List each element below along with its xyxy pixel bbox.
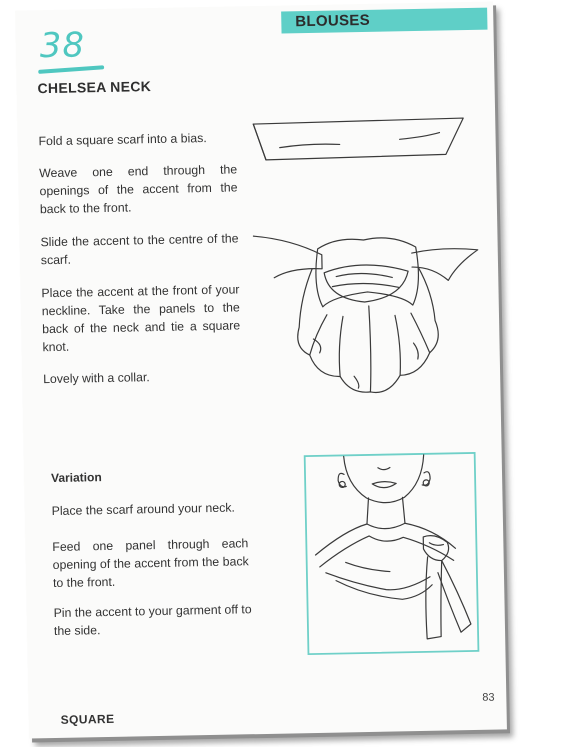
variation-heading: Variation — [50, 470, 102, 486]
book-page — [15, 1, 507, 738]
variation-step-1: Place the scarf around your neck. — [51, 500, 235, 519]
step-4: Place the accent at the front of your neckline. Take the panels to the back of the neck and tie a square knot. — [41, 282, 241, 355]
variation-illustration — [304, 452, 480, 655]
section-label: BLOUSES — [295, 11, 371, 31]
step-1: Fold a square scarf into a bias. — [38, 131, 207, 149]
pattern-number-underline — [38, 65, 104, 74]
step-2: Weave one end through the openings of the accent from the back to the front. — [39, 162, 238, 217]
step-3: Slide the accent to the centre of the scarf. — [40, 231, 239, 268]
folded-scarf-illustration — [249, 114, 470, 168]
variation-step-2: Feed one panel through each opening of the accent from the back to the front. — [52, 536, 249, 591]
page-number: 83 — [482, 691, 495, 704]
pattern-number: 38 — [39, 25, 86, 67]
accent-scarf-illustration — [251, 224, 484, 408]
section-tab — [281, 8, 487, 34]
variation-step-3: Pin the accent to your garment off to the side. — [53, 602, 252, 639]
step-5: Lovely with a collar. — [43, 370, 150, 387]
category-label: SQUARE — [60, 711, 115, 727]
page-title: CHELSEA NECK — [37, 78, 152, 97]
